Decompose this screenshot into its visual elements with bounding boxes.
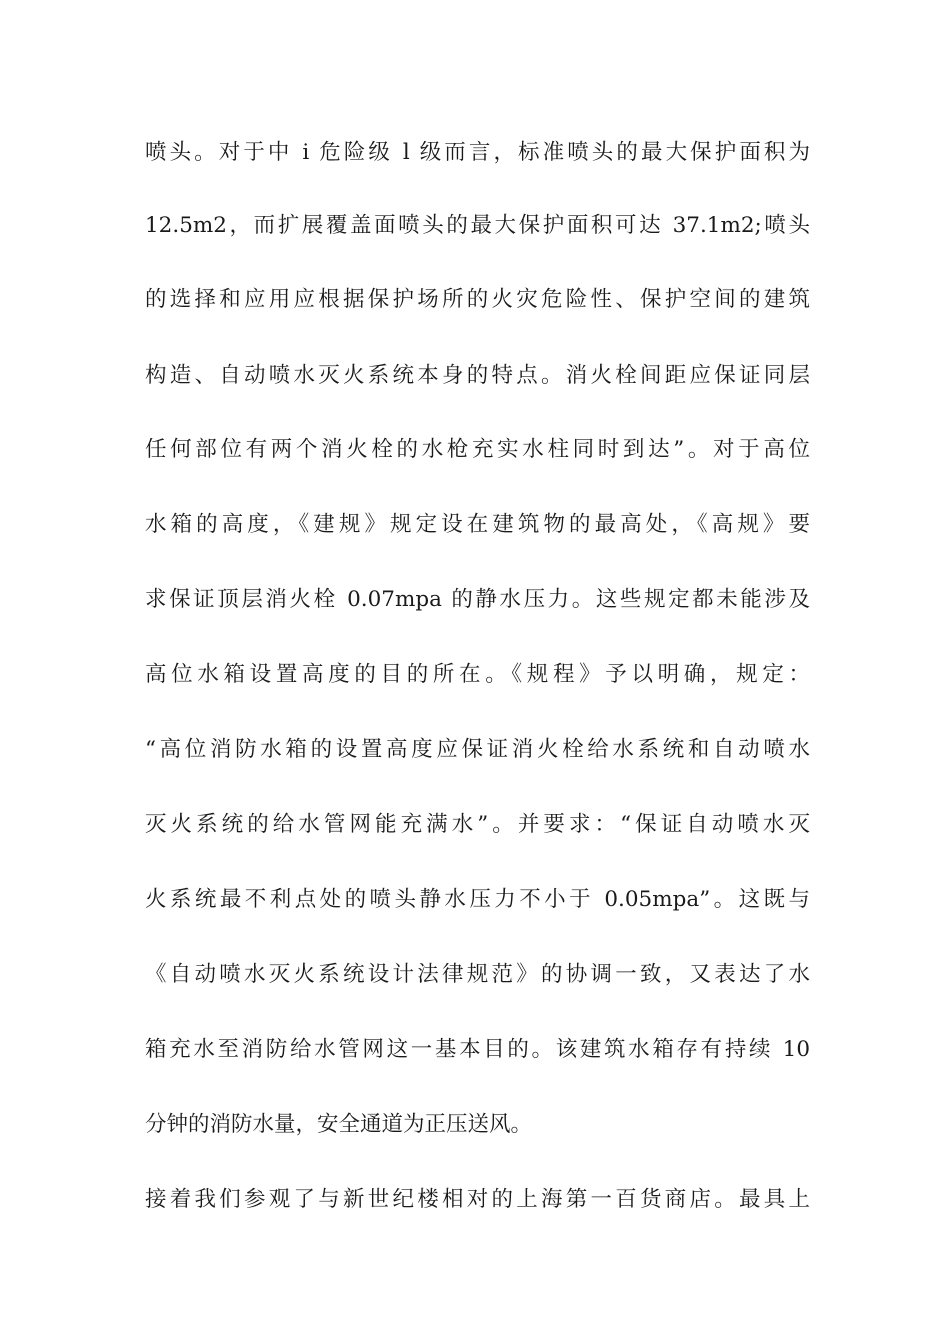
text-line: 箱充水至消防给水管网这一基本目的。该建筑水箱存有持续 10 [145,1037,810,1062]
text-line: 水箱的高度，《建规》规定设在建筑物的最高处，《高规》要 [145,512,810,537]
text-line: 求保证顶层消火栓 0.07mpa 的静水压力。这些规定都未能涉及 [145,587,810,612]
text-line: 《自动喷水灭火系统设计法律规范》的协调一致，又表达了水 [145,962,810,987]
text-line: 任何部位有两个消火栓的水枪充实水柱同时到达”。对于高位 [145,437,810,462]
text-line: 构造、自动喷水灭火系统本身的特点。消火栓间距应保证同层 [145,363,810,388]
text-line: 高位水箱设置高度的目的所在。《规程》予以明确，规定： [145,662,810,687]
text-line: 接着我们参观了与新世纪楼相对的上海第一百货商店。最具上 [145,1187,810,1212]
text-line: 灭火系统的给水管网能充满水”。并要求：“保证自动喷水灭 [145,812,810,837]
text-line: 分钟的消防水量，安全通道为正压送风。 [145,1112,533,1137]
text-line: 喷头。对于中 i 危险级 l 级而言，标准喷头的最大保护面积为 [145,140,810,165]
text-line: 12.5m2，而扩展覆盖面喷头的最大保护面积可达 37.1m2;喷头 [145,213,810,238]
text-line: 的选择和应用应根据保护场所的火灾危险性、保护空间的建筑 [145,287,810,312]
text-line: “高位消防水箱的设置高度应保证消火栓给水系统和自动喷水 [145,737,810,762]
text-line: 火系统最不利点处的喷头静水压力不小于 0.05mpa”。这既与 [145,887,810,912]
